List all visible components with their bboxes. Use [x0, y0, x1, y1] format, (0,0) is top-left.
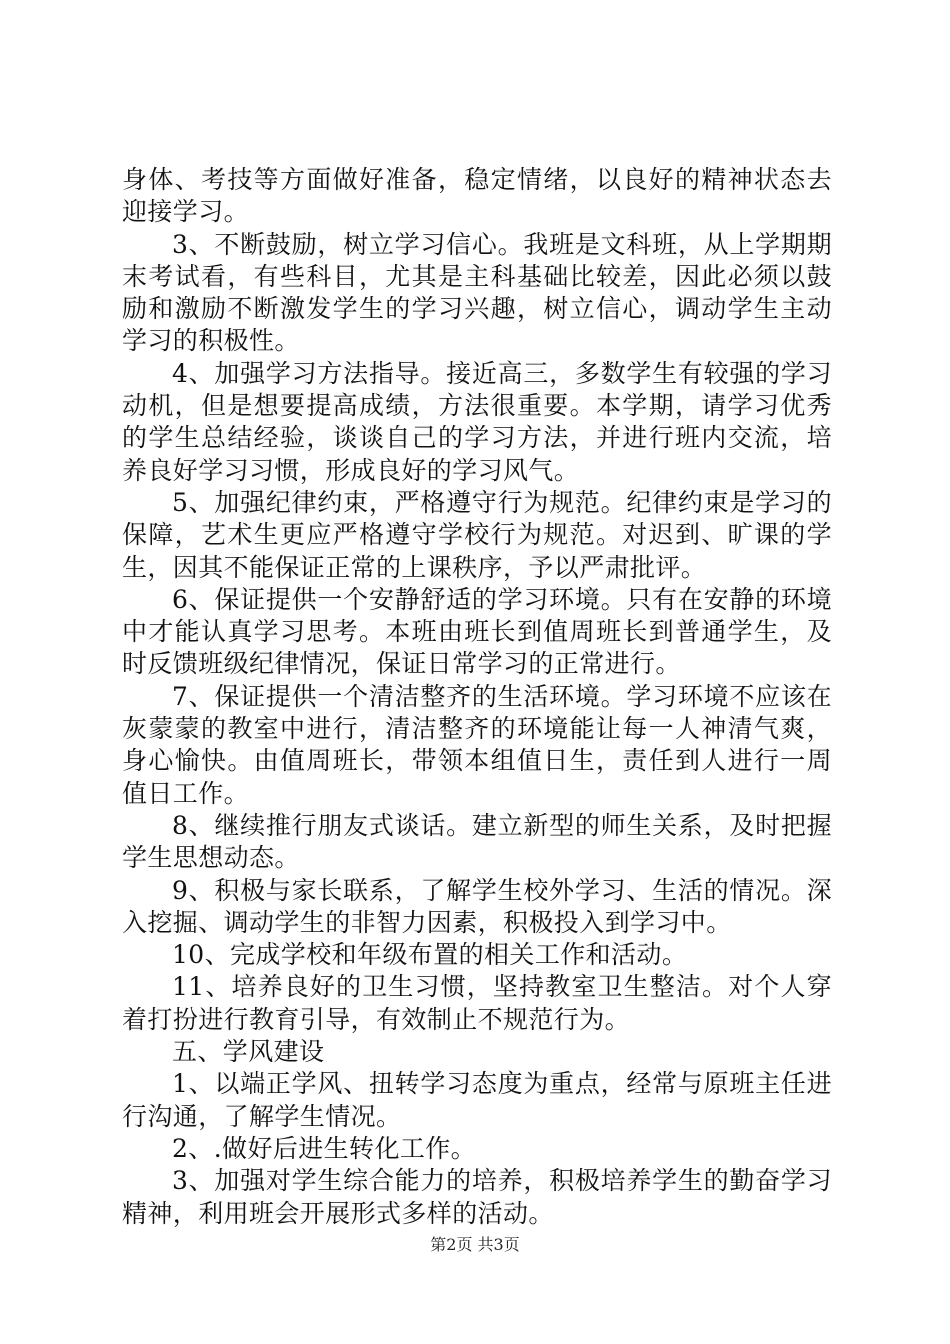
paragraph-style-item-3: 3、加强对学生综合能力的培养，积极培养学生的勤奋学习精神，利用班会开展形式多样的活动。: [122, 1166, 832, 1228]
paragraph-item-4: 4、加强学习方法指导。接近高三，多数学生有较强的学习动机，但是想要提高成绩，方法很重要。本学期，请学习优秀的学生总结经验，谈谈自己的学习方法，并进行班内交流，培养良好学习习惯，形成良好的学习风气。: [122, 358, 832, 485]
paragraph-continuation: 身体、考技等方面做好准备，稳定情绪，以良好的精神状态去迎接学习。: [122, 165, 832, 227]
paragraph-item-8: 8、继续推行朋友式谈话。建立新型的师生关系，及时把握学生思想动态。: [122, 810, 832, 873]
section-heading: 五、学风建设: [172, 1037, 325, 1067]
paragraph-item-10: 10、完成学校和年级布置的相关工作和活动。: [172, 940, 688, 970]
paragraph-item-7: 7、保证提供一个清洁整齐的生活环境。学习环境不应该在灰蒙蒙的教室中进行，清洁整齐的环境能让每一人神清气爽，身心愉快。由值周班长，带领本组值日生，责任到人进行一周值日工作。: [122, 681, 832, 808]
paragraph-item-9: 9、积极与家长联系，了解学生校外学习、生活的情况。深入挖掘、调动学生的非智力因素，积极投入到学习中。: [122, 875, 832, 937]
paragraph-item-6: 6、保证提供一个安静舒适的学习环境。只有在安静的环境中才能认真学习思考。本班由班长到值周班长到普通学生，及时反馈班级纪律情况，保证日常学习的正常进行。: [122, 584, 832, 679]
page-number-footer: 第2页 共3页: [430, 1235, 520, 1254]
document-body: [122, 164, 832, 1230]
paragraph-item-5: 5、加强纪律约束，严格遵守行为规范。纪律约束是学习的保障，艺术生更应严格遵守学校行为规范。对迟到、旷课的学生，因其不能保证正常的上课秩序，予以严肃批评。: [122, 487, 832, 582]
paragraph-style-item-2: 2、.做好后进生转化工作。: [172, 1133, 477, 1163]
paragraph-item-3: 3、不断鼓励，树立学习信心。我班是文科班，从上学期期末考试看，有些科目，尤其是主科基础比较差，因此必须以鼓励和激励不断激发学生的学习兴趣，树立信心，调动学生主动学习的积极性。: [122, 229, 832, 356]
paragraph-item-11: 11、培养良好的卫生习惯，坚持教室卫生整洁。对个人穿着打扮进行教育引导，有效制止不规范行为。: [122, 972, 832, 1034]
paragraph-style-item-1: 1、以端正学风、扭转学习态度为重点，经常与原班主任进行沟通，了解学生情况。: [122, 1069, 832, 1131]
